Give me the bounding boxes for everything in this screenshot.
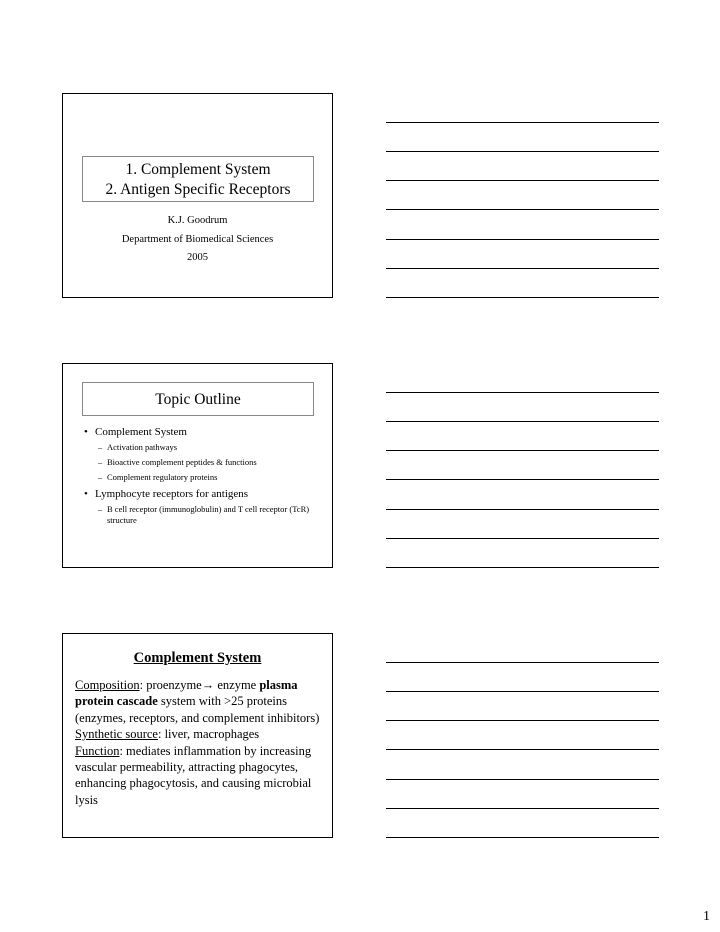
outline-item-label: Complement System <box>95 426 187 438</box>
slide-1-title-box <box>82 156 314 202</box>
composition-post: system with >25 proteins (enzymes, receptors, and complement inhibitors) <box>75 694 320 725</box>
note-line <box>386 509 659 510</box>
outline-subitem-label: B cell receptor (immunoglobulin) and T cell receptor (TcR) structure <box>107 504 310 525</box>
synthetic-source-label: Synthetic source <box>75 727 158 742</box>
note-line <box>386 151 659 152</box>
note-line <box>386 479 659 480</box>
outline-item-lymphocyte-receptors <box>75 487 323 502</box>
note-line <box>386 268 659 269</box>
slide-3 <box>62 633 333 838</box>
arrow-icon: → <box>201 678 215 692</box>
outline-subitem-label: Bioactive complement peptides & functions <box>107 457 257 467</box>
note-line <box>386 808 659 809</box>
outline-subitem <box>75 442 323 453</box>
topic-outline-list <box>75 425 323 530</box>
bullet-glyph: • <box>84 426 88 438</box>
function-label: Function <box>75 743 120 758</box>
composition-mid: enzyme <box>214 678 260 692</box>
outline-subitem-label: Complement regulatory proteins <box>107 472 218 482</box>
outline-item-complement <box>75 425 323 440</box>
slide-3-title: Complement System <box>133 650 262 666</box>
outline-subitem <box>75 504 323 526</box>
slide-1-title-line-1: 1. Complement System <box>125 161 271 178</box>
function-text: : mediates inflammation by increasing vascular permeability, attracting phagocytes, enhancing phagocytosis, and causing microbial lysis <box>75 743 312 807</box>
note-line <box>386 450 659 451</box>
dash-glyph: – <box>98 442 103 452</box>
note-line <box>386 749 659 750</box>
dash-glyph: – <box>98 457 103 467</box>
dash-glyph: – <box>98 504 103 514</box>
outline-subitem-label: Activation pathways <box>107 442 178 452</box>
author-name: K.J. Goodrum <box>167 215 228 226</box>
slide-1 <box>62 93 333 298</box>
bullet-glyph: • <box>84 488 88 500</box>
note-line <box>386 392 659 393</box>
note-line <box>386 567 659 568</box>
note-line <box>386 691 659 692</box>
note-line <box>386 209 659 210</box>
function-paragraph <box>75 743 327 809</box>
note-line <box>386 837 659 838</box>
note-line <box>386 779 659 780</box>
composition-bold: plasma protein cascade <box>75 678 298 709</box>
note-line <box>386 720 659 721</box>
outline-subitem <box>75 457 323 468</box>
author-department: Department of Biomedical Sciences <box>121 233 274 245</box>
note-line <box>386 180 659 181</box>
note-line <box>386 122 659 123</box>
note-line <box>386 297 659 298</box>
synthetic-source-paragraph <box>75 726 327 742</box>
page-number: 1 <box>703 909 710 924</box>
slide-3-body <box>75 677 327 808</box>
note-line <box>386 538 659 539</box>
composition-label: Composition <box>75 678 140 692</box>
note-line <box>386 662 659 663</box>
slide-1-author-block <box>63 212 332 268</box>
slide-2 <box>62 363 333 568</box>
note-line <box>386 421 659 422</box>
dash-glyph: – <box>98 472 103 482</box>
composition-pre: : proenzyme <box>139 678 202 692</box>
synthetic-source-text: : liver, macrophages <box>157 727 260 742</box>
presentation-year: 2005 <box>187 252 208 263</box>
outline-subitem <box>75 472 323 483</box>
outline-item-label: Lymphocyte receptors for antigens <box>95 488 249 500</box>
slide-1-title-line-2: 2. Antigen Specific Receptors <box>105 181 291 198</box>
slide-2-title-box <box>82 382 314 416</box>
note-line <box>386 239 659 240</box>
slide-2-title: Topic Outline <box>155 391 241 408</box>
composition-paragraph <box>75 677 327 726</box>
